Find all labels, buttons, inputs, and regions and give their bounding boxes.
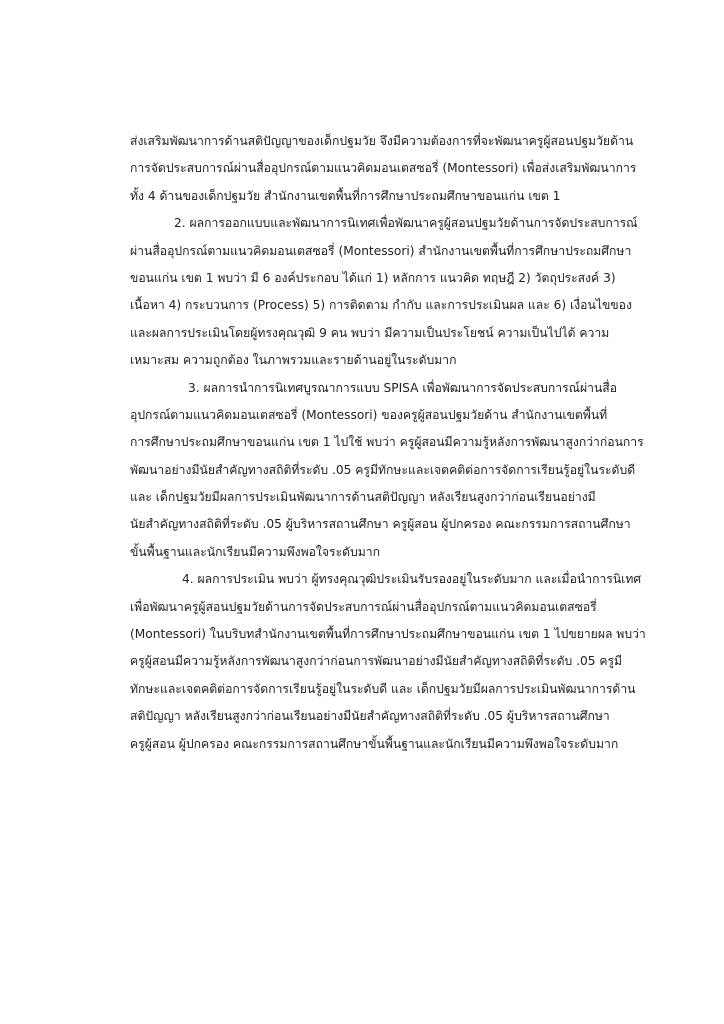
text-line: เหมาะสม ความถูกต้อง ในภาพรวมและรายด้านอยู่ในระดับมาก bbox=[130, 353, 457, 368]
text-line: ขั้นพื้นฐานและนักเรียนมีความพึงพอใจระดับมาก bbox=[130, 544, 381, 559]
text-line: และผลการประเมินโดยผู้ทรงคุณวุฒิ 9 คน พบว่า มีความเป็นประโยชน์ ความเป็นไปได้ ความ bbox=[130, 325, 610, 340]
body-text bbox=[130, 128, 660, 758]
text-line: เพื่อพัฒนาครูผู้สอนปฐมวัยด้านการจัดประสบการณ์ผ่านสื่ออุปกรณ์ตามแนวคิดมอนเตสซอรี่ bbox=[130, 599, 597, 614]
text-line: ผ่านสื่ออุปกรณ์ตามแนวคิดมอนเตสซอรี่ (Montessori) สำนักงานเขตพื้นที่การศึกษาประถมศึกษา bbox=[130, 243, 632, 258]
text-line: การศึกษาประถมศึกษาขอนแก่น เขต 1 ไปใช้ พบว่า ครูผู้สอนมีความรู้หลังการพัฒนาสูงกว่าก่อนการ bbox=[130, 435, 644, 450]
text-line: นัยสำคัญทางสถิติที่ระดับ .05 ผู้บริหารสถานศึกษา ครูผู้สอน ผู้ปกครอง คณะกรรมการสถานศึกษา bbox=[130, 517, 631, 532]
text-line: การจัดประสบการณ์ผ่านสื่ออุปกรณ์ตามแนวคิดมอนเตสซอรี่ (Montessori) เพื่อส่งเสริมพัฒนาการ bbox=[130, 161, 637, 176]
text-line: เนื้อหา 4) กระบวนการ (Process) 5) การติดตาม กำกับ และการประเมินผล และ 6) เงื่อนไขของ bbox=[130, 298, 632, 313]
text-line: ทักษะและเจตคติต่อการจัดการเรียนรู้อยู่ในระดับดี และ เด็กปฐมวัยมีผลการประเมินพัฒนาการด้าน bbox=[130, 681, 636, 696]
text-line: ครูผู้สอนมีความรู้หลังการพัฒนาสูงกว่าก่อนการพัฒนาอย่างมีนัยสำคัญทางสถิติที่ระดับ .05 ครูมี bbox=[130, 654, 623, 669]
text-line: ทั้ง 4 ด้านของเด็กปฐมวัย สำนักงานเขตพื้นที่การศึกษาประถมศึกษาขอนแก่น เขต 1 bbox=[130, 188, 561, 203]
paragraph-4-start: 4. ผลการประเมิน พบว่า ผู้ทรงคุณวุฒิประเมินรับรองอยู่ในระดับมาก และเมื่อนำการนิเทศ bbox=[182, 572, 642, 587]
text-line: อุปกรณ์ตามแนวคิดมอนเตสซอรี่ (Montessori) ของครูผู้สอนปฐมวัยด้าน สำนักงานเขตพื้นที่ bbox=[130, 407, 608, 422]
text-line: และ เด็กปฐมวัยมีผลการประเมินพัฒนาการด้านสติปัญญา หลังเรียนสูงกว่าก่อนเรียนอย่างมี bbox=[130, 490, 596, 505]
text-line: ส่งเสริมพัฒนาการด้านสติปัญญาของเด็กปฐมวัย จึงมีความต้องการที่จะพัฒนาครูผู้สอนปฐมวัยด้าน bbox=[130, 134, 634, 148]
text-line: ครูผู้สอน ผู้ปกครอง คณะกรรมการสถานศึกษาขั้นพื้นฐานและนักเรียนมีความพึงพอใจระดับมาก bbox=[130, 736, 619, 751]
paragraph-3-start: 3. ผลการนำการนิเทศบูรณาการแบบ SPISA เพื่อพัฒนาการจัดประสบการณ์ผ่านสื่อ bbox=[188, 380, 618, 395]
text-line: (Montessori) ในบริบทสำนักงานเขตพื้นที่การศึกษาประถมศึกษาขอนแก่น เขต 1 ไปขยายผล พบว่า bbox=[130, 627, 646, 642]
text-line: พัฒนาอย่างมีนัยสำคัญทางสถิติที่ระดับ .05 ครูมีทักษะและเจตคติต่อการจัดการเรียนรู้อยู่ในระดับดี bbox=[130, 462, 636, 477]
paragraph-2-start: 2. ผลการออกแบบและพัฒนาการนิเทศเพื่อพัฒนาครูผู้สอนปฐมวัยด้านการจัดประสบการณ์ bbox=[174, 216, 638, 231]
text-line: สติปัญญา หลังเรียนสูงกว่าก่อนเรียนอย่างมีนัยสำคัญทางสถิติที่ระดับ .05 ผู้บริหารสถานศึกษา bbox=[130, 709, 610, 724]
text-line: ขอนแก่น เขต 1 พบว่า มี 6 องค์ประกอบ ได้แก่ 1) หลักการ แนวคิด ทฤษฎี 2) วัตถุประสงค์ 3) bbox=[130, 270, 616, 285]
